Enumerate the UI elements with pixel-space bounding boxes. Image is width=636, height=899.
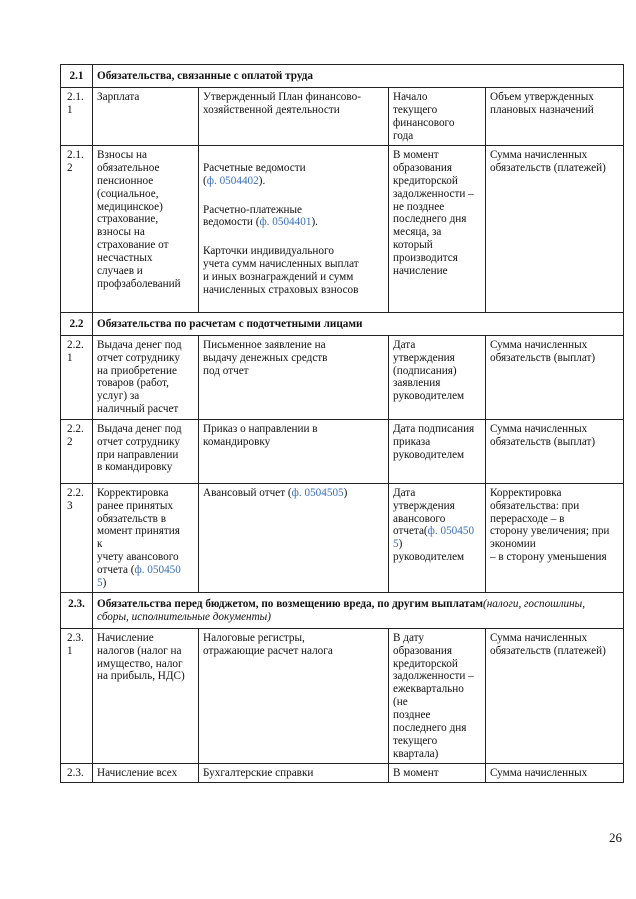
- moment-text: ) руководителем: [393, 538, 465, 564]
- item-number: 2.2. 3: [61, 483, 93, 592]
- recognition-moment: Начало текущего финансового года: [389, 87, 486, 145]
- section-row: [61, 592, 624, 628]
- obligation-amount: Сумма начисленных обязательств (платежей): [486, 628, 624, 763]
- section-row: [61, 312, 624, 335]
- item-number: 2.1. 1: [61, 87, 93, 145]
- section-row: [61, 65, 624, 88]
- section-title: Обязательства, связанные с оплатой труда: [93, 65, 624, 88]
- obligation-name: Выдача денег под отчет сотруднику на приобретение товаров (работ, услуг) за наличный расчет: [93, 335, 199, 419]
- obligation-name: [93, 483, 199, 592]
- basis-document: [199, 145, 389, 312]
- recognition-moment: Дата утверждения (подписания) заявления руководителем: [389, 335, 486, 419]
- form-link[interactable]: ф. 0504402: [206, 174, 259, 187]
- table-row: [61, 483, 624, 592]
- section-number: 2.1: [61, 65, 93, 88]
- name-text: Корректировка ранее принятых обязательств в момент принятия к учету авансового отчета (: [97, 486, 180, 577]
- moment-text: Дата утверждения авансового отчета(: [393, 486, 455, 538]
- table-row: [61, 335, 624, 419]
- recognition-moment: В дату образования кредиторской задолженности – ежеквартально (не позднее последнего дня текущего квартала): [389, 628, 486, 763]
- doc-text: ).: [311, 216, 318, 229]
- item-number: 2.3.: [61, 763, 93, 782]
- basis-document: Утвержденный План финансово- хозяйственной деятельности: [199, 87, 389, 145]
- item-number: 2.3. 1: [61, 628, 93, 763]
- doc-text: Расчетно-платежные ведомости (: [203, 203, 303, 229]
- table-row: [61, 87, 624, 145]
- form-link[interactable]: ф. 0504401: [259, 216, 312, 229]
- doc-text: ): [343, 486, 348, 499]
- item-number: 2.1. 2: [61, 145, 93, 312]
- section-title: [93, 592, 624, 628]
- recognition-moment: В момент: [389, 763, 486, 782]
- section-number: 2.3.: [61, 592, 93, 628]
- table-row: [61, 763, 624, 782]
- item-number: 2.2. 2: [61, 419, 93, 483]
- section-number: 2.2: [61, 312, 93, 335]
- basis-document: [199, 483, 389, 592]
- basis-document: Налоговые регистры, отражающие расчет налога: [199, 628, 389, 763]
- recognition-moment: В момент образования кредиторской задолженности – не позднее последнего дня месяца, за который производится начисление: [389, 145, 486, 312]
- obligation-name: Выдача денег под отчет сотруднику при направлении в командировку: [93, 419, 199, 483]
- obligation-amount: Сумма начисленных обязательств (платежей): [486, 145, 624, 312]
- obligation-name: Зарплата: [93, 87, 199, 145]
- obligation-amount: Корректировка обязательства: при перерасходе – в сторону увеличения; при экономии – в сторону уменьшения: [486, 483, 624, 592]
- doc-text: Авансовый отчет (: [203, 486, 292, 499]
- obligation-name: Начисление всех: [93, 763, 199, 782]
- doc-paragraph: [203, 204, 384, 230]
- page-number: 26: [609, 830, 622, 845]
- section-title-note: (налоги, госпошлины, сборы, исполнительные документы): [97, 597, 585, 623]
- doc-paragraph: [203, 162, 384, 188]
- basis-document: Приказ о направлении в командировку: [199, 419, 389, 483]
- form-link[interactable]: ф. 050450 5: [393, 525, 475, 551]
- table-row: [61, 628, 624, 763]
- obligation-amount: Сумма начисленных обязательств (выплат): [486, 335, 624, 419]
- obligation-amount: Объем утвержденных плановых назначений: [486, 87, 624, 145]
- form-link[interactable]: ф. 0504505: [291, 486, 344, 499]
- doc-paragraph: Карточки индивидуального учета сумм начисленных выплат и иных вознаграждений и сумм начисленных страховых взносов: [203, 245, 359, 296]
- obligation-amount: Сумма начисленных обязательств (выплат): [486, 419, 624, 483]
- table-row: [61, 419, 624, 483]
- recognition-moment: Дата подписания приказа руководителем: [389, 419, 486, 483]
- item-number: 2.2. 1: [61, 335, 93, 419]
- table-row: [61, 145, 624, 312]
- doc-text: Расчетные ведомости (: [203, 161, 306, 187]
- recognition-moment: [389, 483, 486, 592]
- name-text: ): [102, 577, 107, 590]
- obligations-table: [60, 64, 624, 783]
- section-title: Обязательства по расчетам с подотчетными лицами: [93, 312, 624, 335]
- form-link[interactable]: ф. 050450 5: [97, 564, 181, 590]
- obligation-name: Взносы на обязательное пенсионное (социальное, медицинское) страхование, взносы на страхование от несчастных случаев и профзаболеваний: [93, 145, 199, 312]
- obligation-name: Начисление налогов (налог на имущество, налог на прибыль, НДС): [93, 628, 199, 763]
- section-title-text: Обязательства перед бюджетом, по возмещению вреда, по другим выплатам: [97, 597, 484, 610]
- basis-document: Письменное заявление на выдачу денежных средств под отчет: [199, 335, 389, 419]
- basis-document: Бухгалтерские справки: [199, 763, 389, 782]
- obligation-amount: Сумма начисленных: [486, 763, 624, 782]
- doc-text: ).: [258, 174, 266, 187]
